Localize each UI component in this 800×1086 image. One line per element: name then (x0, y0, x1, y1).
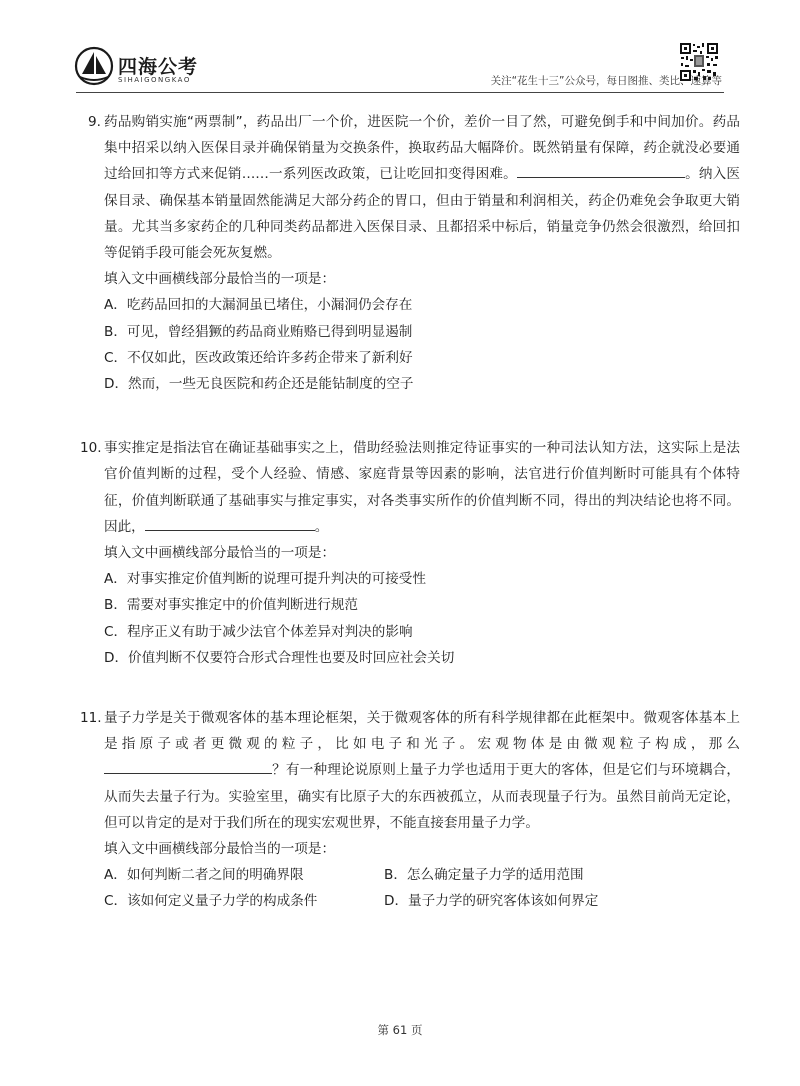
page-header (0, 0, 800, 95)
question-stem-continued: ？有一种理论说原则上量子力学也适用于更大的客体，但是它们与环境耦合，从而失去量子行为。实验室里，确实有比原子大的东西被孤立，从而表现量子行为。虽然目前尚无定论，但可以肯定的是对于我们所在的现实宏观世界，不能直接套用量子力学。 (104, 762, 740, 831)
question-number: 10. (80, 440, 102, 457)
question-prompt: 填入文中画横线部分最恰当的一项是： (104, 841, 336, 858)
question-number: 11. (80, 710, 102, 727)
answer-option[interactable]: A．如何判断二者之间的明确界限 (104, 867, 304, 884)
question-prompt: 填入文中画横线部分最恰当的一项是： (104, 545, 336, 562)
answer-blank (104, 757, 272, 774)
answer-option[interactable]: B．可见，曾经猖獗的药品商业贿赂已得到明显遏制 (104, 323, 413, 340)
logo-subtitle: SIHAIGONGKAO (118, 76, 191, 84)
answer-blank (145, 514, 315, 531)
answer-option[interactable]: B．怎么确定量子力学的适用范围 (384, 867, 584, 884)
question-stem-continued: 。纳入医保目录、确保基本销量固然能满足大部分药企的胃口，但由于销量和利润相关，药企仍难免会争取更大销量。尤其当多家药企的几种同类药品都进入医保目录、且都招采中标后，销量竞争仍然会很激烈，给回扣等促销手段可能会死灰复燃。 (104, 166, 741, 262)
answer-blank (517, 161, 685, 178)
answer-option[interactable]: D．然而，一些无良医院和药企还是能钻制度的空子 (104, 376, 414, 393)
header-slogan: 关注“花生十三”公众号，每日图推、类比、速算等 (490, 75, 722, 87)
question-block (80, 705, 740, 915)
sihai-logo (74, 46, 224, 90)
question-number: 9. (88, 114, 101, 130)
answer-option[interactable]: C．不仅如此，医改政策还给许多药企带来了新利好 (104, 349, 413, 366)
answer-option[interactable]: A．吃药品回扣的大漏洞虽已堵住，小漏洞仍会存在 (104, 297, 413, 314)
sailboat-icon (74, 46, 114, 86)
question-prompt: 填入文中画横线部分最恰当的一项是： (104, 271, 336, 288)
answer-option[interactable]: D．价值判断不仅要符合形式合理性也要及时回应社会关切 (104, 649, 455, 666)
answer-option[interactable]: A．对事实推定价值判断的说理可提升判决的可接受性 (104, 571, 426, 588)
question-stem-continued: 。 (314, 518, 329, 535)
question-stem: 量子力学是关于微观客体的基本理论框架，关于微观客体的所有科学规律都在此框架中。微观客体基本上是指原子或者更微观的粒子，比如电子和光子。宏观物体是由微观粒子构成，那么 (104, 710, 740, 753)
page-content (80, 109, 740, 915)
question-block (80, 109, 740, 397)
answer-option[interactable]: B．需要对事实推定中的价值判断进行规范 (104, 597, 359, 614)
answer-option[interactable]: C．该如何定义量子力学的构成条件 (104, 893, 318, 910)
answer-option[interactable]: C．程序正义有助于减少法官个体差异对判决的影响 (104, 623, 413, 640)
page-number: 第 61 页 (377, 1023, 423, 1037)
question-stem: 事实推定是指法官在确证基础事实之上，借助经验法则推定待证事实的一种司法认知方法，这实际上是法官价值判断的过程，受个人经验、情感、家庭背景等因素的影响，法官进行价值判断时可能具有个体特征，价值判断联通了基础事实与推定事实，对各类事实所作的价值判断不同，得出的判决结论也将不同。因此， (104, 440, 740, 535)
question-block (80, 435, 740, 671)
answer-option[interactable]: D．量子力学的研究客体该如何界定 (384, 893, 599, 910)
header-divider (76, 92, 724, 93)
question-stem: 药品购销实施“两票制”，药品出厂一个价，进医院一个价，差价一目了然，可避免倒手和中间加价。药品集中招采以纳入医保目录并确保销量为交换条件，换取药品大幅降价。既然销量有保障，药企就没必要通过给回扣等方式来促销……一系列医改政策，已让吃回扣变得困难。 (104, 114, 740, 183)
logo-name: 四海公考 (118, 56, 199, 78)
